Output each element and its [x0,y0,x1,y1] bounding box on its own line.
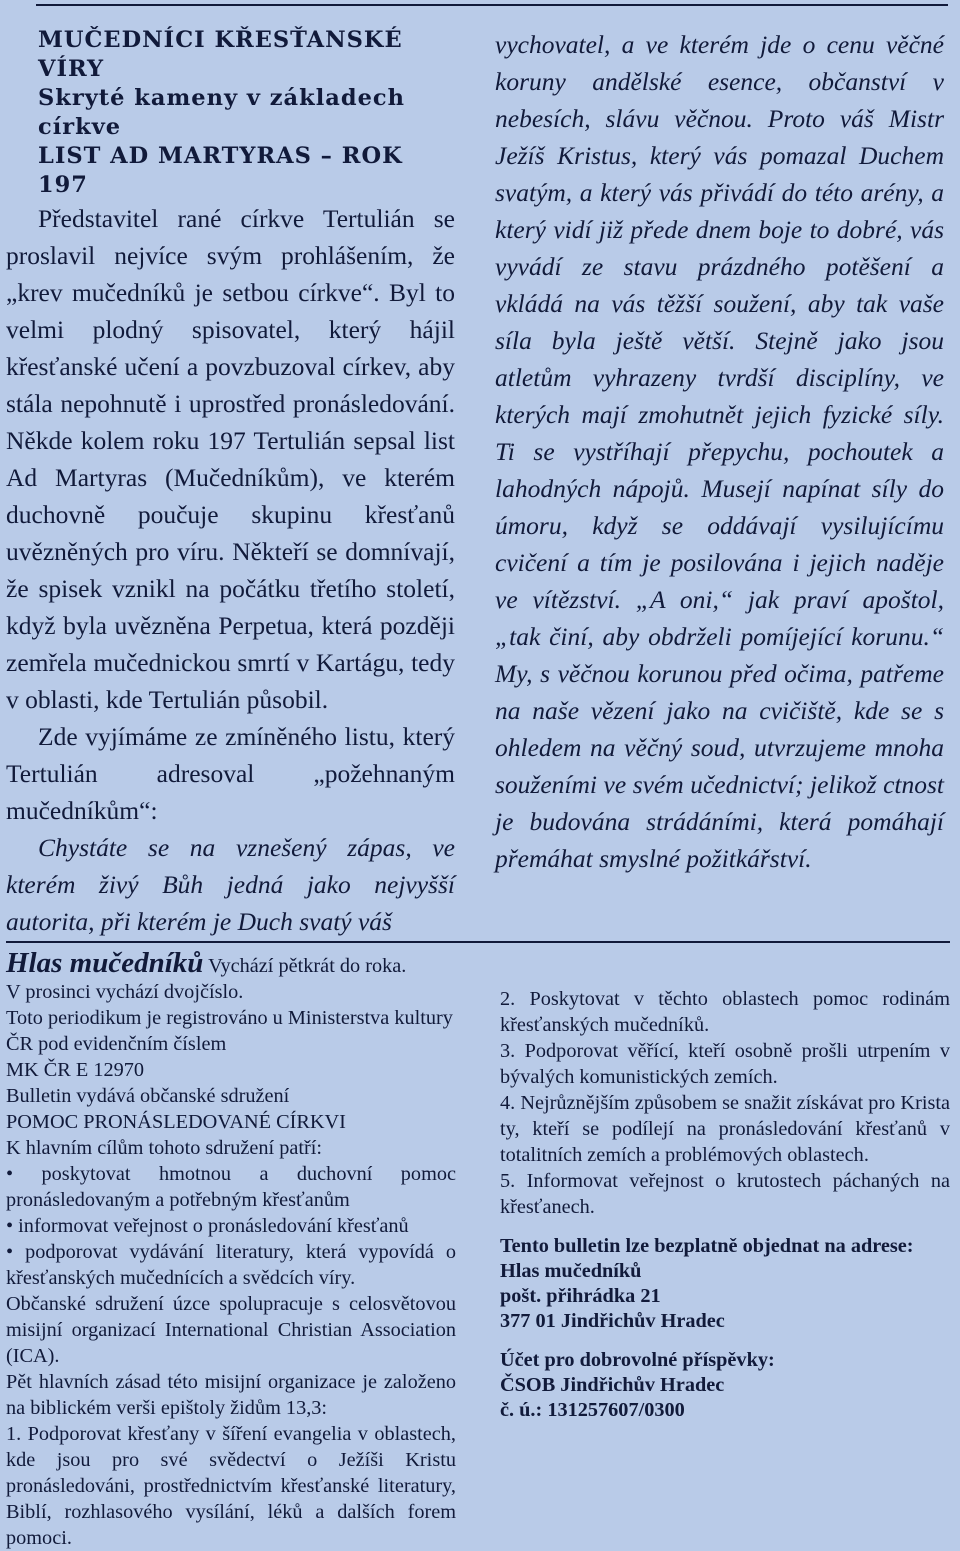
masthead-registration: Toto periodikum je registrováno u Ministerstva kultury ČR pod evidenčním číslem [6,1007,453,1055]
masthead-publisher-intro: Bulletin vydává občanské sdružení [6,1085,290,1107]
masthead-goal: • podporovat vydávání literatury, která vypovídá o křesťanských mučednících a svědcích víry. [6,1241,456,1289]
account-number: č. ú.: 131257607/0300 [500,1399,685,1421]
donation-account [500,1348,950,1423]
order-intro: Tento bulletin lze bezplatně objednat na adrese: [500,1235,914,1257]
top-rule [36,4,948,6]
masthead-december: V prosinci vychází dvojčíslo. [6,981,244,1003]
masthead-rule [6,941,950,943]
masthead-publisher-name: POMOC PRONÁSLEDOVANÉ CÍRKVI [6,1111,346,1133]
masthead-principle: 5. Informovat veřejnost o krutostech páchaných na křesťanech. [500,1170,950,1218]
article-paragraph: Představitel rané církve Tertulián se proslavil nejvíce svým prohlášením, že „krev mučedníků je setbou církve“. Byl to velmi plodný spisovatel, který hájil křesťanské učení a povzbuzoval církev, aby stála nepohnutě i uprostřed pronásledování. Někde kolem roku 197 Tertulián sepsal list Ad Martyras (Mučedníkům), ve kterém duchovně poučuje skupinu křesťanů uvězněných pro víru. Někteří se domnívají, že spisek vznikl na počátku třetího století, když byla uvězněna Perpetua, která později zemřela mučednickou smrtí v Kartágu, tedy v oblasti, kde Tertulián působil. [6,204,455,714]
masthead-goals-intro: K hlavním cílům tohoto sdružení patří: [6,1137,322,1159]
masthead-principle: 4. Nejrůznějším způsobem se snažit získávat pro Krista ty, kteří se podílejí na pronásledování křesťanů v totalitních zemích a problémových oblastech. [500,1092,950,1166]
masthead-frequency: Vychází pětkrát do roka. [208,955,407,977]
article-quote: Chystáte se na vznešený zápas, ve kterém živý Bůh jedná jako nejvyšší autorita, při kterém je Duch svatý váš [6,833,455,936]
masthead-principle: 1. Podporovat křesťany v šíření evangelia v oblastech, kde jsou pro své svědectví o Ježíši Kristu pronásledováni, prostřednictvím křesťanské literatury, Biblí, rozhlasového vysílání, léků a dalších forem pomoci. [6,1423,456,1549]
masthead-right-column [500,986,950,1423]
order-name: Hlas mučedníků [500,1260,642,1282]
article-paragraph: Zde vyjímáme ze zmíněného listu, který Tertulián adresoval „požehnaným mučedníkům“: [6,722,455,825]
order-address [500,1234,950,1334]
masthead-goal: • poskytovat hmotnou a duchovní pomoc pronásledovaným a potřebným křesťanům [6,1163,456,1211]
article-quote-continued: vychovatel, a ve kterém jde o cenu věčné koruny andělské esence, občanství v nebesích, slávu věčnou. Proto váš Mistr Ježíš Kristus, který vás pomazal Duchem svatým, a který vás přivádí do této arény, a který vidí již přede dnem boje to dobré, vás vyvádí ze stavu prázdného potěšení a vkládá na vás těžší soužení, aby tak vaše síla byla ještě větší. Stejně jako jsou atletům vyhrazeny tvrdší disciplíny, ve kterých mají zmohutnět jejich fyzické síly. Ti se vystříhají přepychu, pochoutek a lahodných nápojů. Musejí napínat síly do úmoru, když se oddávají vysilujícímu cvičení a tím je posilována i jejich naděje ve vítězství. „A oni,“ jak praví apoštol, „tak činí, aby obdrželi pomíjející korunu.“ My, s věčnou korunou před očima, patřeme na naše vězení jako na cvičiště, kde se s ohledem na věčný soud, utvrzujeme mnoha souženími ve svém učednictví; jelikož ctnost je budována strádáními, která pomáhají přemáhat smyslné požitkářství. [495,30,944,873]
masthead-principle: 2. Poskytovat v těchto oblastech pomoc rodinám křesťanských mučedníků. [500,988,950,1036]
masthead-principles-intro: Pět hlavních zásad této misijní organizace je založeno na biblickém verši epištoly židům 13,3: [6,1371,456,1419]
masthead-reg-number: MK ČR E 12970 [6,1059,145,1081]
account-bank: ČSOB Jindřichův Hradec [500,1374,725,1396]
article-left-column [6,26,455,940]
order-box: pošt. přihrádka 21 [500,1285,661,1307]
article-right-column [495,26,944,877]
masthead-left-column [6,947,456,1551]
order-city: 377 01 Jindřichův Hradec [500,1310,725,1332]
masthead-principle: 3. Podporovat věřící, kteří osobně prošli utrpením v bývalých komunistických zemích. [500,1040,950,1088]
masthead-title: Hlas mučedníků [6,947,204,979]
article-kicker: MUČEDNÍCI KŘESŤANSKÉ VÍRY [38,27,403,82]
masthead-cooperation: Občanské sdružení úzce spolupracuje s celosvětovou misijní organizací International Christian Association (ICA). [6,1293,456,1367]
article-heading: LIST AD MARTYRAS – ROK 197 [38,143,403,198]
article-subtitle: Skryté kameny v základech církve [38,85,405,140]
account-intro: Účet pro dobrovolné příspěvky: [500,1349,775,1371]
masthead-goal: • informovat veřejnost o pronásledování křesťanů [6,1215,409,1237]
